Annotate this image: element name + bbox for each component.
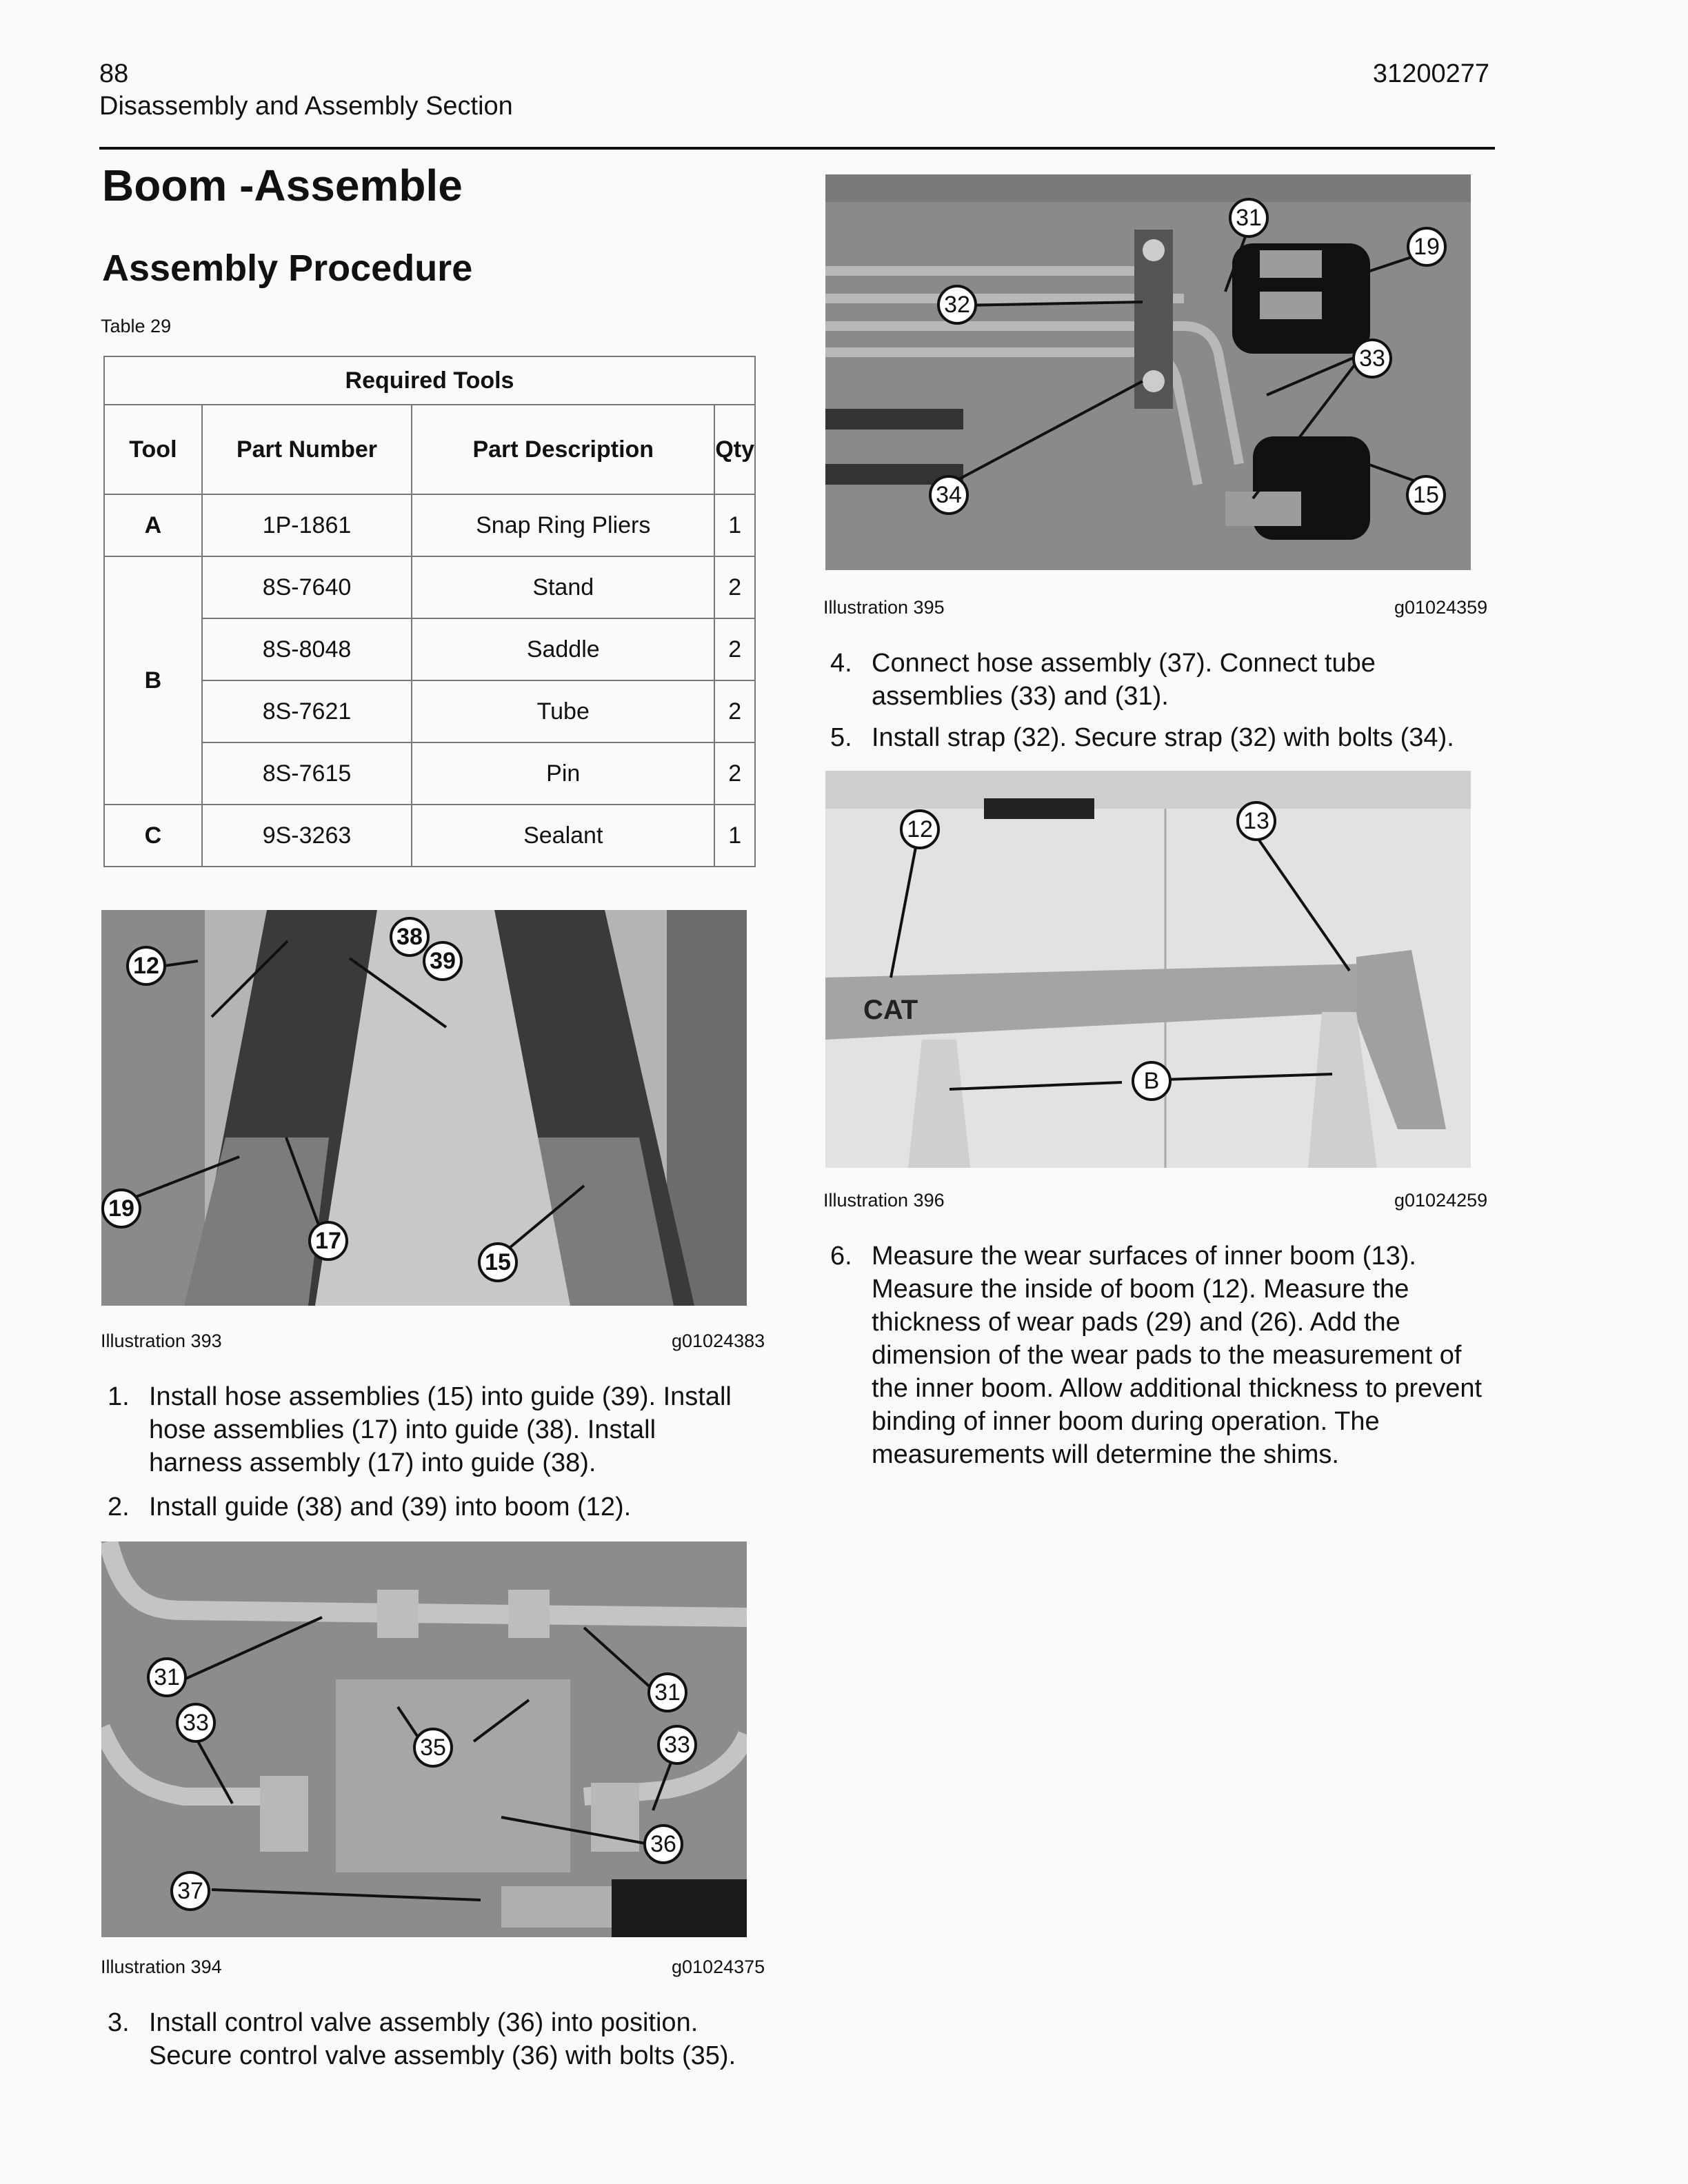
required-tools-table [103,356,756,867]
col-part-number: Part Number [202,405,412,494]
callout-19: 19 [1407,227,1447,267]
table-row: A 1P-1861 Snap Ring Pliers 1 [104,494,755,556]
step-4: 4. Connect hose assembly (37). Connect tube assemblies (33) and (31). [830,649,1376,711]
callout-32: 32 [937,285,977,325]
callout-36: 36 [643,1824,683,1864]
document-number: 31200277 [1372,59,1489,88]
illustration-394-label: Illustration 394 [101,1957,222,1977]
callout-38: 38 [390,917,430,957]
illustration-396-code: g01024259 [1394,1190,1488,1211]
illustration-396-label: Illustration 396 [823,1190,945,1211]
illustration-395-label: Illustration 395 [823,597,945,618]
callout-31-right: 31 [647,1672,687,1712]
callout-33: 33 [1352,338,1392,378]
illustration-394-code: g01024375 [672,1957,765,1977]
callout-b: B [1132,1061,1172,1101]
step-5: 5. Install strap (32). Secure strap (32) with bolts (34). [830,723,1454,752]
callout-31: 31 [1229,198,1269,238]
callout-33-right: 33 [657,1725,697,1765]
callout-15: 15 [478,1242,518,1282]
callout-35: 35 [413,1728,453,1768]
table-row: C 9S-3263 Sealant 1 [104,805,755,867]
table-row: 8S-8048 Saddle 2 [104,618,755,680]
table-caption: Table 29 [101,316,172,336]
table-title: Required Tools [104,356,755,405]
page-number: 88 [99,59,129,88]
illustration-396-photo [825,771,1471,1168]
callout-39: 39 [423,941,463,981]
col-part-description: Part Description [412,405,714,494]
table-row: 8S-7621 Tube 2 [104,680,755,742]
col-tool: Tool [104,405,202,494]
callout-12: 12 [900,809,940,849]
step-6: 6. Measure the wear surfaces of inner boom (13). Measure the inside of boom (12). Measure the thickness of wear pads (29) and (26). Add the dimension of the wear pads to the measurement of the inner boom. Allow additional thickness to prevent binding of inner boom during operation. The measurements will determine the shims. [830,1242,1483,1469]
callout-37: 37 [170,1871,210,1911]
col-qty: Qty [714,405,755,494]
illustration-393-photo [101,910,747,1306]
callout-12: 12 [126,946,166,986]
page-title: Boom -Assemble [102,161,463,210]
table-row: 8S-7615 Pin 2 [104,742,755,805]
section-title: Disassembly and Assembly Section [99,92,513,121]
callout-31-left: 31 [147,1657,187,1697]
callout-15: 15 [1406,475,1446,515]
table-row: B 8S-7640 Stand 2 [104,556,755,618]
illustration-393-code: g01024383 [672,1331,765,1351]
illustration-394-photo [101,1541,747,1937]
illustration-393-label: Illustration 393 [101,1331,222,1351]
svg-text:CAT: CAT [863,995,918,1025]
callout-19: 19 [101,1189,141,1228]
header-rule [99,147,1495,150]
callout-33-left: 33 [176,1703,216,1743]
callout-17: 17 [308,1221,348,1261]
callout-34: 34 [929,475,969,515]
step-3: 3. Install control valve assembly (36) into position. Secure control valve assembly (36) with bolts (35). [108,2008,736,2070]
illustration-395-photo [825,174,1471,570]
callout-13: 13 [1236,801,1276,841]
table-header-row [104,405,755,494]
step-2: 2. Install guide (38) and (39) into boom (12). [108,1493,632,1521]
procedure-heading: Assembly Procedure [102,247,473,289]
illustration-395-code: g01024359 [1394,597,1488,618]
step-1: 1. Install hose assemblies (15) into guide (39). Install hose assemblies (17) into guide (38). Install harness assembly (17) into guide (38). [108,1382,732,1477]
